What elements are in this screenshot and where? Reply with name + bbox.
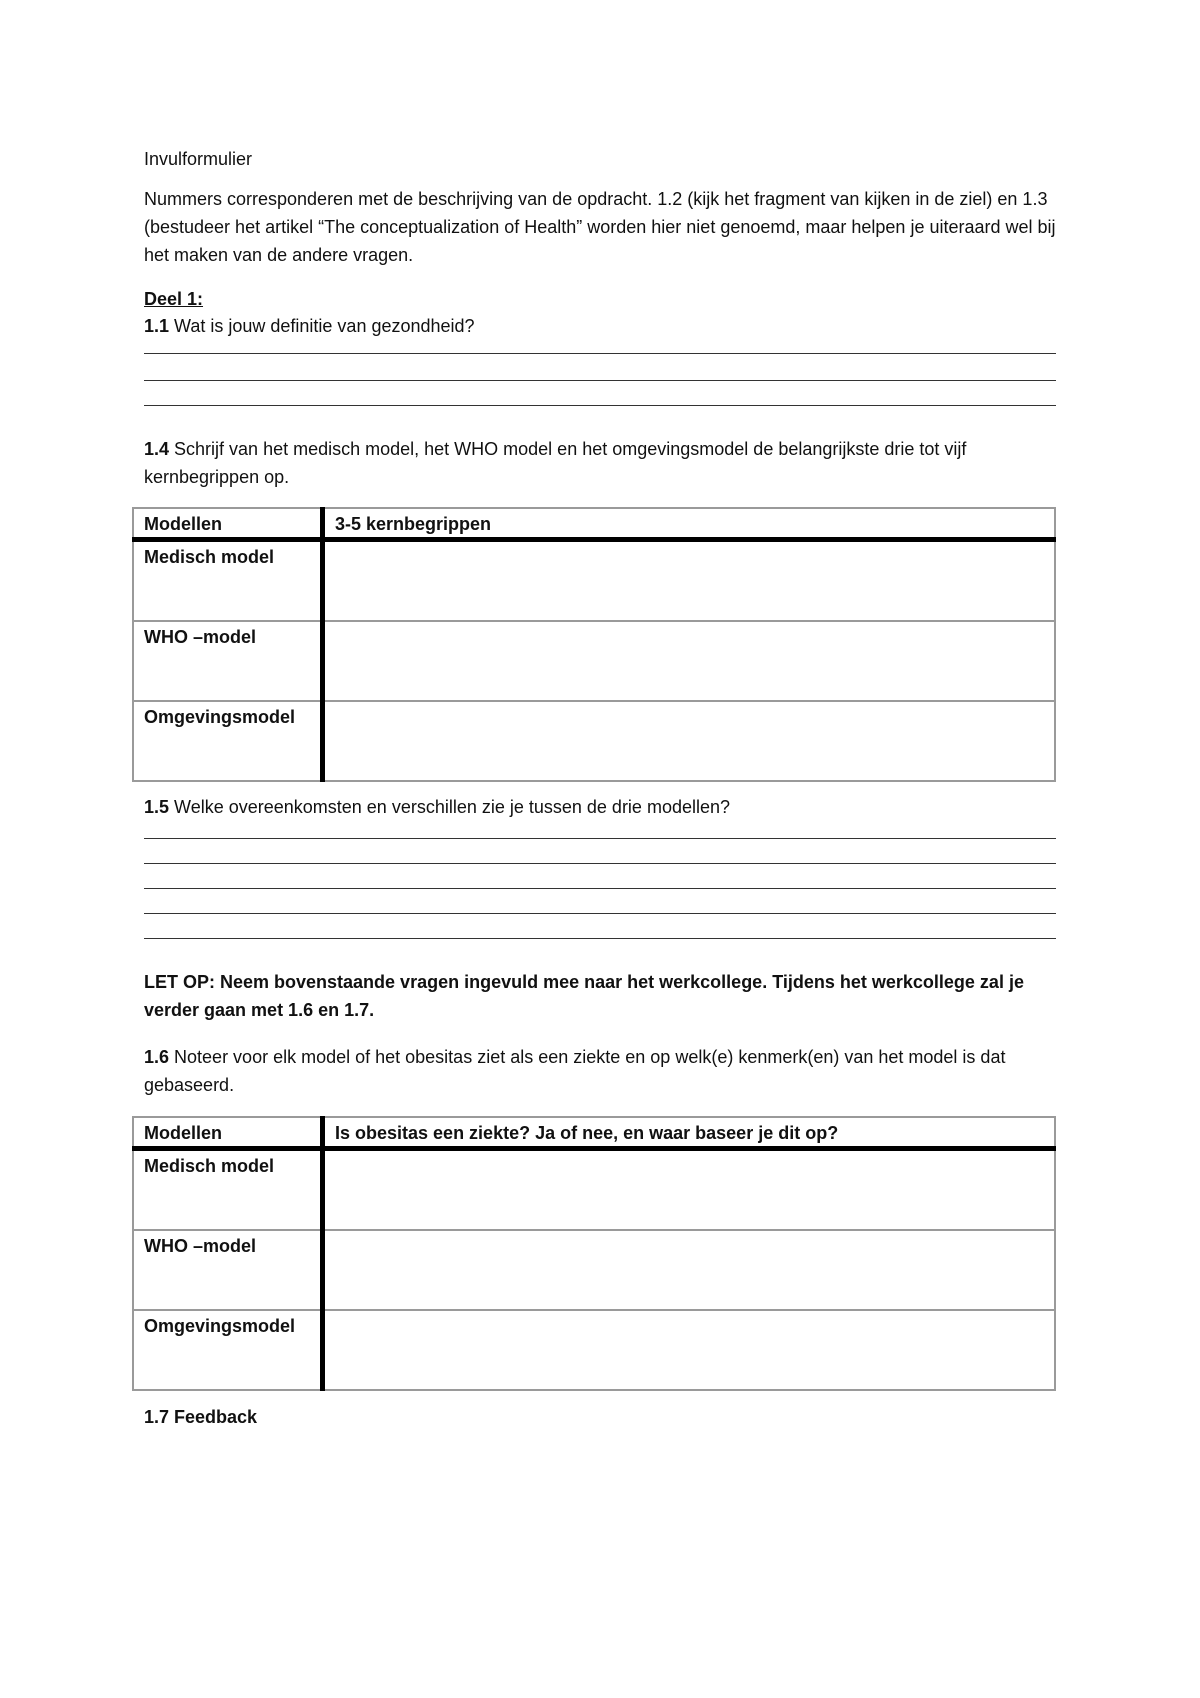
question-1-5 xyxy=(144,793,730,821)
table-row xyxy=(133,621,1055,701)
document-title: Invulformulier xyxy=(144,149,253,169)
table-header-row xyxy=(133,508,1055,540)
table-row xyxy=(133,1230,1055,1310)
answer-cell[interactable] xyxy=(323,1310,1056,1390)
question-text: Welke overeenkomsten en verschillen zie je tussen de drie modellen? xyxy=(169,797,731,817)
question-number: 1.5 xyxy=(144,797,170,817)
question-1-4 xyxy=(144,435,1056,491)
question-1-1 xyxy=(144,312,475,340)
answer-line[interactable] xyxy=(144,380,1056,381)
table-header-row xyxy=(133,1117,1055,1149)
row-label: WHO –model xyxy=(133,621,323,701)
table-header-cell: Modellen xyxy=(133,1117,323,1149)
row-label: Omgevingsmodel xyxy=(133,701,323,781)
answer-cell[interactable] xyxy=(323,1230,1056,1310)
question-1-7-heading: 1.7 Feedback xyxy=(144,1407,258,1427)
answer-line[interactable] xyxy=(144,913,1056,914)
answer-cell[interactable] xyxy=(323,540,1056,622)
models-keywords-table xyxy=(132,507,1056,782)
table-header-cell: Modellen xyxy=(133,508,323,540)
row-label: Medisch model xyxy=(133,540,323,622)
question-text: Noteer voor elk model of het obesitas ziet als een ziekte en op welk(e) kenmerk(en) van het model is dat gebaseerd. xyxy=(144,1047,1006,1095)
answer-cell[interactable] xyxy=(323,621,1056,701)
table-row xyxy=(133,1149,1055,1231)
table-row xyxy=(133,701,1055,781)
question-number: 1.4 xyxy=(144,439,170,459)
question-1-6 xyxy=(144,1043,1056,1099)
answer-line[interactable] xyxy=(144,888,1056,889)
question-text: Wat is jouw definitie van gezondheid? xyxy=(169,316,475,336)
question-text: Schrijf van het medisch model, het WHO model en het omgevingsmodel de belangrijkste drie tot vijf kernbegrippen op. xyxy=(144,439,967,487)
answer-line[interactable] xyxy=(144,405,1056,406)
let-op-notice: LET OP: Neem bovenstaande vragen ingevuld mee naar het werkcollege. Tijdens het werkcollege zal je verder gaan met 1.6 en 1.7. xyxy=(144,972,1024,1020)
answer-line[interactable] xyxy=(144,353,1056,354)
question-number: 1.6 xyxy=(144,1047,170,1067)
question-number: 1.1 xyxy=(144,316,170,336)
table-header-cell: 3-5 kernbegrippen xyxy=(323,508,1056,540)
table-row xyxy=(133,540,1055,622)
section-heading-deel-1: Deel 1: xyxy=(144,289,204,309)
row-label: Omgevingsmodel xyxy=(133,1310,323,1390)
answer-line[interactable] xyxy=(144,938,1056,939)
row-label: WHO –model xyxy=(133,1230,323,1310)
models-obesitas-table xyxy=(132,1116,1056,1391)
answer-line[interactable] xyxy=(144,838,1056,839)
table-row xyxy=(133,1310,1055,1390)
intro-paragraph: Nummers corresponderen met de beschrijving van de opdracht. 1.2 (kijk het fragment van kijken in de ziel) en 1.3 (bestudeer het artikel “The conceptualization of Health” worden hier niet genoemd, maar helpen je uiteraard wel bij het maken van de andere vragen. xyxy=(144,189,1056,265)
row-label: Medisch model xyxy=(133,1149,323,1231)
answer-line[interactable] xyxy=(144,863,1056,864)
answer-cell[interactable] xyxy=(323,1149,1056,1231)
answer-cell[interactable] xyxy=(323,701,1056,781)
table-header-cell: Is obesitas een ziekte? Ja of nee, en waar baseer je dit op? xyxy=(323,1117,1056,1149)
